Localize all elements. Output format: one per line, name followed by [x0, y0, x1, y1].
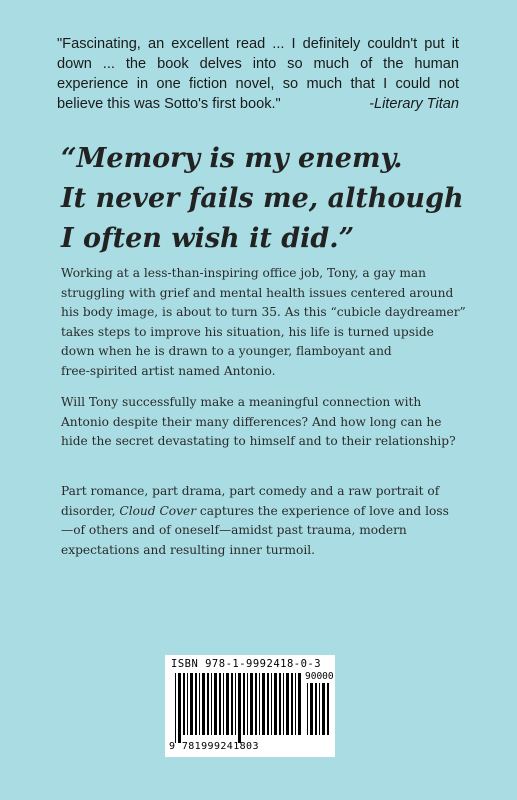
barcode-bar: [199, 673, 200, 735]
barcode-bar: [226, 673, 229, 735]
price-addon-digits: 90000: [305, 671, 334, 682]
barcode-bar: [178, 673, 181, 743]
barcode-bar: [231, 673, 233, 735]
synopsis-paragraph-1: [61, 264, 481, 382]
barcode-bar: [279, 673, 281, 735]
barcode-bar: [183, 673, 185, 735]
barcode-bar: [250, 673, 253, 735]
barcode-bar: [267, 673, 269, 735]
text-line: —of others and of oneself—amidst past trauma, modern: [61, 523, 407, 538]
barcode-bar: [214, 673, 217, 735]
text-line: free-spirited artist named Antonio.: [61, 363, 276, 378]
barcode-bar: [243, 673, 245, 735]
addon-barcode-bars: [307, 683, 331, 743]
quote-line: I often wish it did.”: [61, 223, 355, 254]
barcode-bar: [235, 673, 236, 735]
text-line: Will Tony successfully make a meaningful connection with: [61, 395, 422, 409]
text-segment: captures the experience of love and loss: [196, 503, 449, 518]
barcode-bar: [202, 673, 205, 735]
review-blurb: [57, 34, 459, 114]
synopsis-paragraph-2: [61, 393, 481, 452]
book-title: Cloud Cover: [119, 503, 197, 518]
barcode-bar: [238, 673, 241, 743]
ean-right-digits: 241803: [220, 741, 259, 752]
barcode-bar: [315, 683, 317, 735]
isbn-label: ISBN 978-1-9992418-0-3: [171, 658, 322, 670]
text-line: Part romance, part drama, part comedy and a raw portrait of: [61, 484, 440, 498]
text-line: struggling with grief and mental health issues centered around: [61, 285, 454, 300]
barcode-bar: [211, 673, 212, 735]
barcode-bar: [274, 673, 277, 735]
text-line: [61, 502, 481, 522]
barcode-bar: [259, 673, 260, 735]
barcode-bar: [295, 673, 296, 735]
barcode-bar: [175, 673, 176, 743]
barcode-bar: [327, 683, 329, 735]
ean-digits: [169, 741, 259, 752]
barcode-bar: [223, 673, 224, 735]
barcode-bar: [247, 673, 248, 735]
review-attribution: -Literary Titan: [369, 96, 459, 112]
barcode-bar: [307, 683, 308, 735]
barcode-bar: [195, 673, 197, 735]
barcode-bar: [286, 673, 289, 735]
barcode-bar: [219, 673, 221, 735]
ean-barcode-bars: [175, 673, 303, 743]
barcode-bar: [271, 673, 272, 735]
pull-quote: [61, 139, 481, 259]
synopsis-paragraph-3: [61, 482, 481, 560]
text-line: expectations and resulting inner turmoil.: [61, 542, 315, 557]
ean-left-digits: 781999: [181, 741, 221, 752]
barcode-bar: [255, 673, 257, 735]
barcode-bar: [187, 673, 188, 735]
barcode-bar: [322, 683, 325, 735]
quote-line: It never fails me, although: [61, 183, 464, 214]
text-line: his body image, is about to turn 35. As this “cubicle daydreamer”: [61, 305, 466, 320]
review-text: "Fascinating, an excellent read ... I definitely couldn't put it down ... the book delves into so much of the human experience in one fiction novel, so much that I could not believe this was Sotto's first book.": [57, 36, 459, 112]
text-line: hide the secret devastating to himself and to their relationship?: [61, 434, 456, 449]
text-line: Antonio despite their many differences? And how long can he: [61, 414, 442, 429]
barcode-bar: [291, 673, 293, 735]
barcode-bar: [319, 683, 320, 735]
barcode-bar: [283, 673, 284, 735]
barcode-bar: [190, 673, 193, 735]
barcode-bar: [207, 673, 209, 735]
ean-first-digit: 9: [169, 741, 176, 752]
isbn-barcode: [165, 655, 335, 757]
barcode-bar: [262, 673, 265, 735]
text-line: down when he is drawn to a younger, flamboyant and: [61, 344, 392, 359]
barcode-bar: [310, 683, 313, 735]
quote-line: “Memory is my enemy.: [61, 143, 403, 174]
barcode-bar: [298, 673, 301, 735]
text-line: takes steps to improve his situation, his life is turned upside: [61, 324, 434, 339]
text-segment: disorder,: [61, 503, 120, 518]
text-line: Working at a less-than-inspiring office job, Tony, a gay man: [61, 266, 427, 280]
